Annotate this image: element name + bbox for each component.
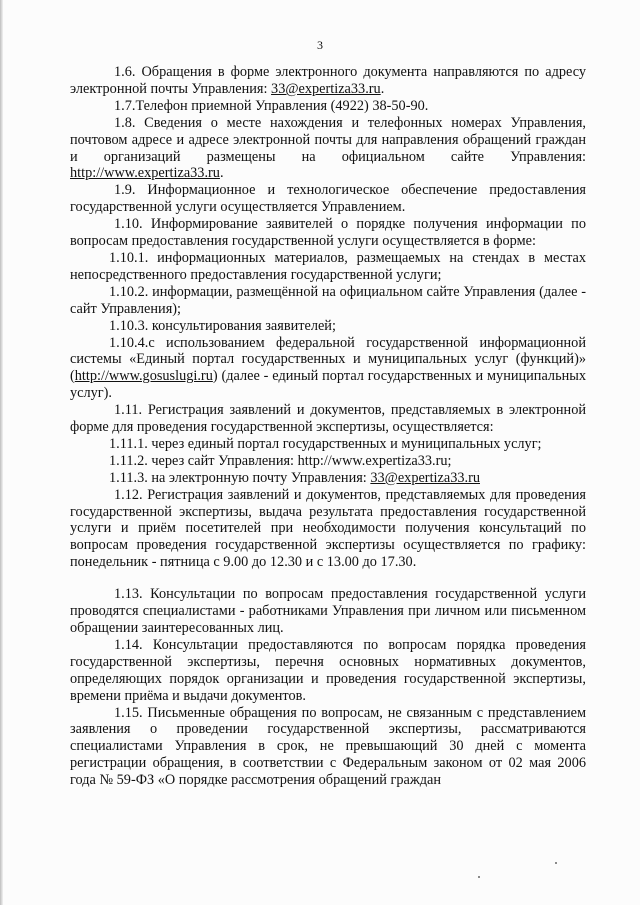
paragraph-1-11-3: 1.11.3. на электронную почту Управления: 33@expertiza33.ru xyxy=(109,469,480,486)
paragraph-1-10-2: 1.10.2. информации, размещённой на официальном сайте Управления (далее - сайт Управления); xyxy=(70,283,586,317)
scan-speck xyxy=(555,862,557,864)
paragraph-1-7: 1.7.Телефон приемной Управления (4922) 38-50-90. xyxy=(114,97,429,114)
paragraph-1-10: 1.10. Информирование заявителей о порядке получения информации по вопросам предоставления государственной услуги осуществляется в форме: xyxy=(70,216,586,250)
email-link-2[interactable]: 33@expertiza33.ru xyxy=(370,469,480,486)
paragraph-1-10-3: 1.10.3. консультирования заявителей; xyxy=(109,317,336,334)
paragraph-1-6: 1.6. Обращения в форме электронного документа направляются по адресу электронной почты Управления: 33@expertiza33.ru. xyxy=(70,64,586,97)
page-edge-shadow xyxy=(0,0,3,905)
paragraph-1-11-1: 1.11.1. через единый портал государственных и муниципальных услуг; xyxy=(109,435,542,452)
scan-speck xyxy=(478,876,480,878)
paragraph-1-10-4: 1.10.4.с использованием федеральной государственной информационной системы «Единый портал государственных и муниципальных услуг (функций)» (http://www.gosuslugi.ru) (далее - единый портал государственных и муниципальных услуг). xyxy=(70,334,586,402)
page-number: 3 xyxy=(317,38,323,52)
paragraph-1-10-1: 1.10.1. информационных материалов, размещаемых на стендах в местах непосредственного предоставления государственной услуги; xyxy=(70,249,586,283)
paragraph-1-9: 1.9. Информационное и технологическое обеспечение предоставления государственной услуги осуществляется Управлением. xyxy=(70,182,586,216)
website-link[interactable]: http://www.expertiza33.ru xyxy=(70,165,220,182)
paragraph-1-12: 1.12. Регистрация заявлений и документов, представляемых для проведения государственной экспертизы, выдача результата предоставления государственной услуги и приём посетителей при необходимости получения консультаций по вопросам проведения государственной экспертизы осуществляется по графику: понедельник - пятница с 9.00 до 12.30 и с 13.00 до 17.30. xyxy=(70,486,586,571)
gosuslugi-link[interactable]: http://www.gosuslugi.ru xyxy=(74,368,213,385)
paragraph-1-11-2: 1.11.2. через сайт Управления: http://www.expertiza33.ru; xyxy=(109,452,452,469)
paragraph-1-13: 1.13. Консультации по вопросам предоставления государственной услуги проводятся специалистами - работниками Управления при личном или письменном обращении заинтересованных лиц. xyxy=(70,586,586,636)
paragraph-1-15: 1.15. Письменные обращения по вопросам, не связанным с представлением заявления о проведении государственной экспертизы, рассматриваются специалистами Управления в срок, не превышающий 30 дней с момента регистрации обращения, в соответствии с Федеральным законом от 02 мая 2006 года № 59-ФЗ «О порядке рассмотрения обращений граждан xyxy=(70,704,586,789)
paragraph-1-14: 1.14. Консультации предоставляются по вопросам порядка проведения государственной экспертизы, перечня основных нормативных документов, определяющих порядок организации и проведения государственной экспертизы, времени приёма и выдачи документов. xyxy=(70,636,586,704)
document-body xyxy=(70,64,586,789)
email-link[interactable]: 33@expertiza33.ru xyxy=(271,80,381,97)
paragraph-1-8: 1.8. Сведения о месте нахождения и телефонных номерах Управления, почтовом адресе и адресе электронной почты для направления обращений граждан и организаций размещены на официальном сайте Управления: http://www.expertiza33.ru. xyxy=(70,114,586,182)
paragraph-1-11: 1.11. Регистрация заявлений и документов, представляемых в электронной форме для проведения государственной экспертизы, осуществляется: xyxy=(70,402,586,436)
